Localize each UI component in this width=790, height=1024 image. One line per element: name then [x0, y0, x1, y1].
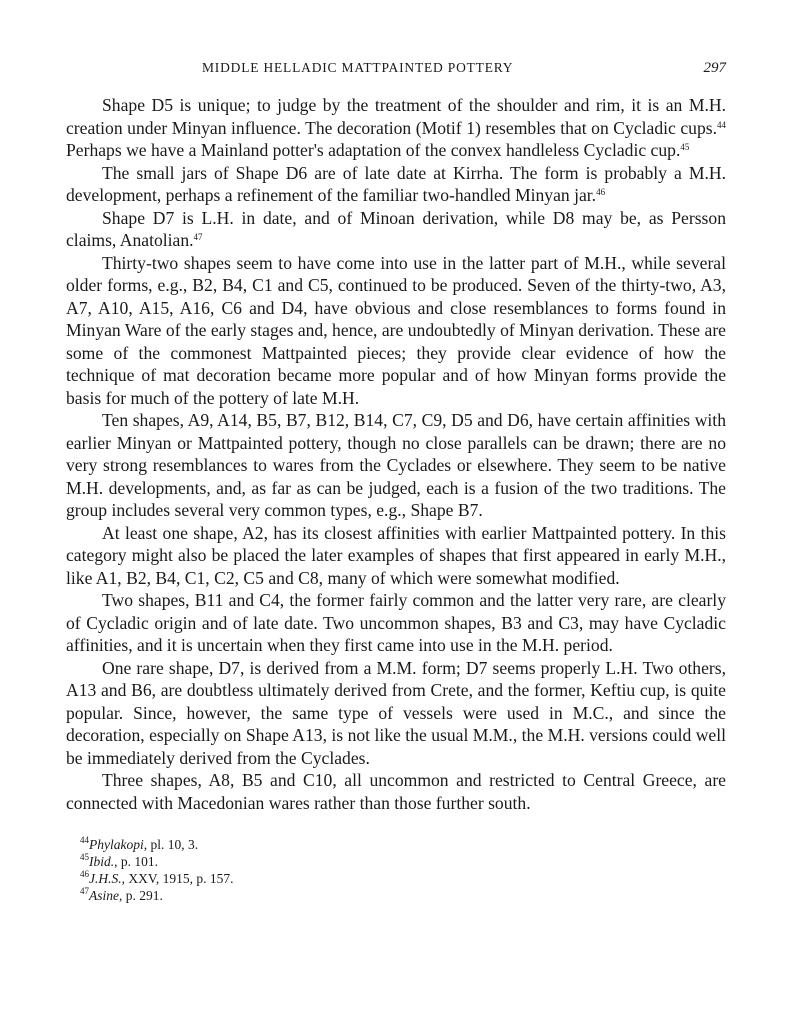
- footnote: [80, 853, 726, 870]
- paragraph-text: Two shapes, B11 and C4, the former fairly common and the latter very rare, are clearly of Cycladic origin and of late date. Two uncommon shapes, B3 and C3, may have Cycladic affinities, and it is uncertain when they first came into use in the M.H. period.: [66, 590, 726, 655]
- paragraph: [66, 409, 726, 522]
- page: [66, 60, 726, 904]
- paragraph-text: One rare shape, D7, is derived from a M.M. form; D7 seems properly L.H. Two others, A13 and B6, are doubtless ultimately derived from Crete, and the former, Keftiu cup, is quite popular. Since, however, the same type of vessels were used in M.C., and since the decoration, especially on Shape A13, is not like the usual M.M., the M.H. versions could well be immediately derived from the Cyclades.: [66, 657, 726, 768]
- page-header: [66, 60, 726, 84]
- footnote-source: Phylakopi: [89, 837, 144, 852]
- footnote-source: Asine: [89, 888, 119, 903]
- paragraph: [66, 589, 726, 657]
- footnote-number: 46: [80, 869, 89, 879]
- paragraph: [66, 162, 726, 207]
- footnote-ref: 45: [680, 142, 690, 152]
- paragraph: [66, 94, 726, 162]
- footnote-ref: 47: [193, 232, 203, 242]
- footnote-citation: , pl. 10, 3.: [143, 837, 199, 852]
- paragraph: [66, 522, 726, 590]
- page-number: 297: [703, 60, 726, 76]
- paragraph-text: The small jars of Shape D6 are of late date at Kirrha. The form is probably a M.H. development, perhaps a refinement of the familiar two-handled Minyan jar.: [66, 162, 726, 205]
- footnote: [80, 870, 726, 887]
- footnote-citation: , p. 291.: [119, 888, 163, 903]
- footnote-ref: 46: [596, 187, 606, 197]
- body-text: [66, 94, 726, 814]
- running-title: MIDDLE HELLADIC MATTPAINTED POTTERY: [202, 60, 514, 75]
- footnote-source: J.H.S.: [89, 871, 122, 886]
- paragraph-text: At least one shape, A2, has its closest affinities with earlier Mattpainted pottery. In this category might also be placed the later examples of shapes that first appeared in early M.H., like A1, B2, B4, C1, C2, C5 and C8, many of which were somewhat modified.: [66, 522, 726, 588]
- footnote-number: 45: [80, 852, 89, 862]
- footnotes: [66, 836, 726, 904]
- footnote-number: 47: [80, 886, 89, 896]
- paragraph-text: Three shapes, A8, B5 and C10, all uncommon and restricted to Central Greece, are connected with Macedonian wares rather than those further south.: [66, 770, 726, 813]
- footnote-citation: , p. 101.: [114, 854, 158, 869]
- paragraph: [66, 252, 726, 410]
- paragraph-text: Shape D5 is unique; to judge by the treatment of the shoulder and rim, it is an M.H. creation under Minyan influence. The decoration (Motif 1) resembles that on Cycladic cups.: [66, 95, 726, 138]
- footnote: [80, 887, 726, 904]
- footnote-number: 44: [80, 835, 89, 845]
- paragraph-text: Thirty-two shapes seem to have come into use in the latter part of M.H., while several older forms, e.g., B2, B4, C1 and C5, continued to be produced. Seven of the thirty-two, A3, A7, A10, A15, A16, C6 and D4, have obvious and close resemblances to forms found in Minyan Ware of the early stages and, hence, are undoubtedly of Minyan derivation. These are some of the commonest Mattpainted pieces; they provide clear evidence of how the technique of mat decoration became more popular and of how Minyan forms provide the basis for much of the pottery of late M.H.: [66, 252, 726, 408]
- paragraph: [66, 769, 726, 814]
- paragraph-text: Perhaps we have a Mainland potter's adaptation of the convex handleless Cycladic cup.: [66, 140, 681, 160]
- paragraph-text: Shape D7 is L.H. in date, and of Minoan derivation, while D8 may be, as Persson claims, Anatolian.: [66, 207, 726, 250]
- footnote-source: Ibid.: [89, 854, 115, 869]
- footnote-citation: , XXV, 1915, p. 157.: [121, 871, 234, 886]
- paragraph: [66, 657, 726, 770]
- footnote: [80, 836, 726, 853]
- paragraph-text: Ten shapes, A9, A14, B5, B7, B12, B14, C7, C9, D5 and D6, have certain affinities with earlier Minyan or Mattpainted pottery, though no close parallels can be drawn; there are no very strong resemblances to wares from the Cyclades or elsewhere. They seem to be native M.H. developments, and, as far as can be judged, each is a fusion of the two traditions. The group includes several very common types, e.g., Shape B7.: [66, 410, 726, 520]
- paragraph: [66, 207, 726, 252]
- footnote-ref: 44: [717, 119, 726, 130]
